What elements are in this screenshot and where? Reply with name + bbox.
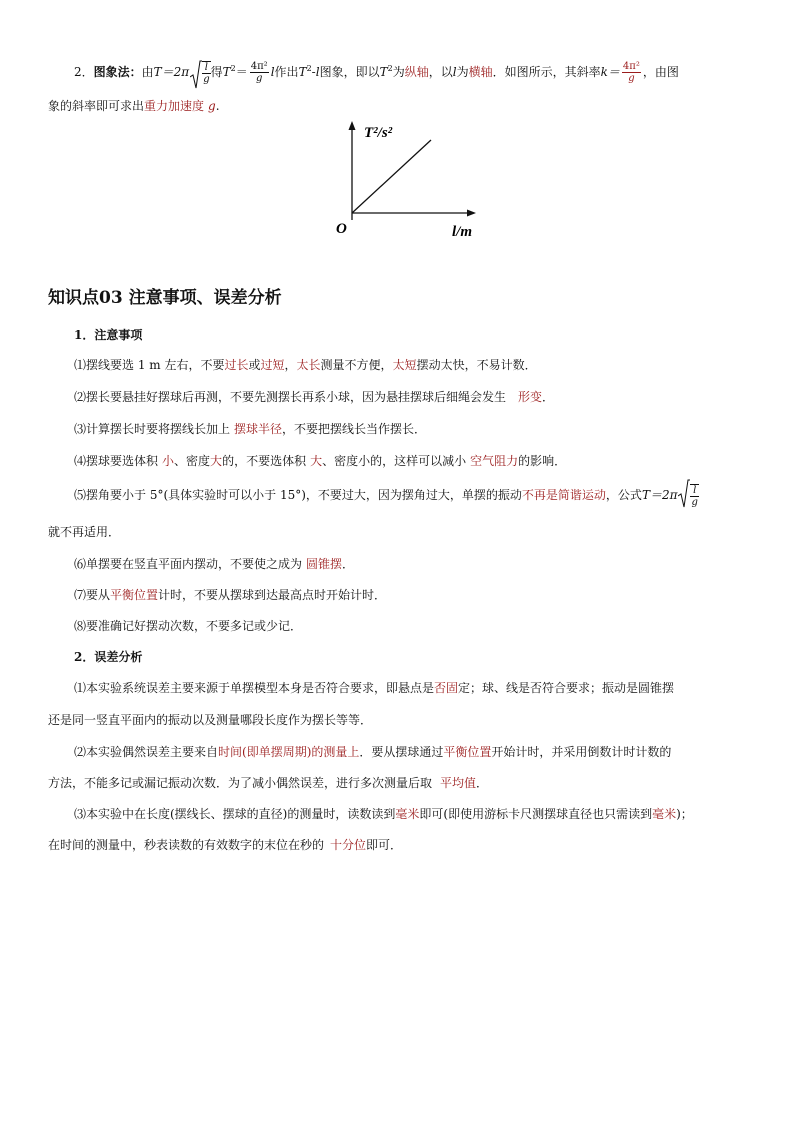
note-8: ⑻要准确记好摆动次数，不要多记或少记． <box>74 619 303 633</box>
proportional-line <box>352 140 431 213</box>
note-5: ⑸摆角要小于 5°(具体实验时可以小于 15°)，不要过大，因为摆角过大，单摆的振动不再是简谐运动，公式T＝2π $\frac{l}{g}$ <box>74 478 774 513</box>
highlight-gravity: 重力加速度 <box>144 99 205 113</box>
sqrt-l-over-g: $\frac{l}{g}$ <box>678 479 698 513</box>
highlight-vertical-axis: 纵轴 <box>404 65 429 79</box>
note-3: ⑶计算摆长时要将摆线长加上 摆球半径，不要把摆线长当作摆长． <box>74 422 427 436</box>
note-2: ⑵摆长要悬挂好摆球后再测，不要先测摆长再系小球，因为悬挂摆球后细绳会发生 形变． <box>74 390 555 404</box>
error-2: ⑵本实验偶然误差主要来自时间(即单摆周期)的测量上．要从摆球通过平衡位置开始计时，并采用倒数计时计数的 <box>74 745 672 759</box>
t2-l-graph <box>330 118 490 243</box>
error-3-continued: 在时间的测量中，秒表读数的有效数字的末位在秒的 十分位即可． <box>48 838 403 852</box>
graph-method-line-1: 2．图象法：由T＝2π $\frac{l}{g}$ 得$T^2=$ $\frac{\text{4π²}}{g}$ l作出$T^2-l$图象，即以$T^2$为纵轴，以l为横轴．如图所示，其斜率k＝ $\frac{\text{4π²}}{g}$ ，由图 <box>48 56 748 86</box>
note-1: ⑴摆线要选 1 m 左右，不要过长或过短，太长测量不方便，太短摆动太快，不易计数． <box>74 358 537 372</box>
errors-subtitle: 2．误差分析 <box>74 650 143 664</box>
error-1-continued: 还是同一竖直平面内的振动以及测量哪段长度作为摆长等等． <box>48 713 373 727</box>
highlight-horizontal-axis: 横轴 <box>468 65 493 79</box>
fraction-4pi2-over-g: $\frac{\text{4π²}}{g}$ <box>250 61 268 84</box>
x-axis-arrow-icon <box>467 210 476 217</box>
x-axis-label: l/m <box>452 224 473 240</box>
error-1: ⑴本实验系统误差主要来源于单摆模型本身是否符合要求，即悬点是否固定；球、线是否符合要求；振动是圆锥摆 <box>74 681 675 695</box>
item-number: 2． <box>74 65 94 79</box>
error-3: ⑶本实验中在长度(摆线长、摆球的直径)的测量时，读数读到毫米即可(即使用游标卡尺测摆球直径也只需读到毫米)； <box>74 807 693 821</box>
slope-fraction: $\frac{\text{4π²}}{g}$ <box>622 61 640 84</box>
period-formula: T＝2π <box>153 65 190 79</box>
note-7: ⑺要从平衡位置计时，不要从摆球到达最高点时开始计时． <box>74 588 387 602</box>
sqrt-l-over-g: $\frac{l}{g}$ <box>190 60 210 86</box>
notes-subtitle: 1．注意事项 <box>74 328 143 342</box>
note-4: ⑷摆球要选体积 小、密度大的，不要选体积 大、密度小的，这样可以减小 空气阻力的影响． <box>74 454 567 468</box>
graph-method-line-2: 象的斜率即可求出重力加速度 g. <box>48 99 220 113</box>
y-axis-label: T²/s² <box>364 125 393 141</box>
error-2-continued: 方法，不能多记或漏记振动次数．为了减小偶然误差，进行多次测量后取 平均值． <box>48 776 489 790</box>
origin-label: O <box>336 221 347 237</box>
section-title: 知识点03 注意事项、误差分析 <box>48 288 282 308</box>
y-axis-arrow-icon <box>349 121 356 130</box>
note-5-continued: 就不再适用． <box>48 525 121 539</box>
method-label: 图象法： <box>93 65 142 79</box>
note-6: ⑹单摆要在竖直平面内摆动，不要使之成为 圆锥摆． <box>74 557 355 571</box>
